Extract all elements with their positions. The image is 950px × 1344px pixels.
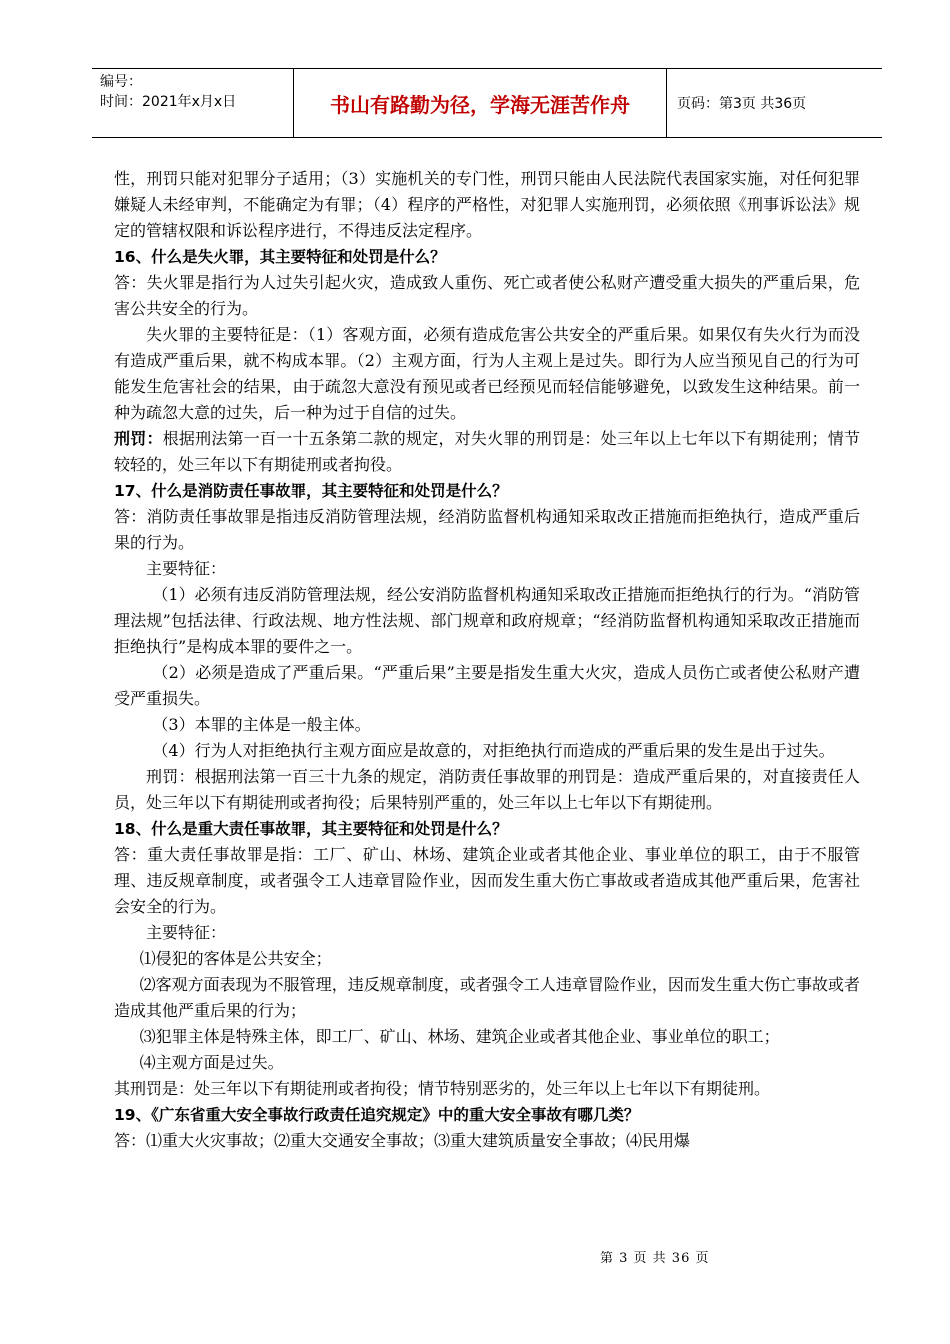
answer-17-feature-1: （1）必须有违反消防管理法规，经公安消防监督机构通知采取改正措施而拒绝执行的行为。“消防管理法规”包括法律、行政法规、地方性法规、部门规章和政府规章；“经消防监督机构通知采取改正措施而拒绝执行”是构成本罪的要件之一。 [114, 585, 860, 656]
page-header [92, 68, 882, 138]
page-footer: 第 3 页 共 36 页 [600, 1251, 710, 1266]
question-17-heading: 17、什么是消防责任事故罪，其主要特征和处罚是什么？ [114, 482, 508, 500]
document-body [114, 166, 860, 1154]
document-number-label: 编号： [100, 74, 142, 90]
penalty-text: 根据刑法第一百一十五条第二款的规定，对失火罪的刑罚是：处三年以上七年以下有期徒刑；情节较轻的，处三年以下有期徒刑或者拘役。 [114, 429, 860, 474]
paragraph-continued: 性，刑罚只能对犯罪分子适用；（3）实施机关的专门性，刑罚只能由人民法院代表国家实施，对任何犯罪嫌疑人未经审判，不能确定为有罪；（4）程序的严格性，对犯罪人实施刑罚，必须依照《刑事诉讼法》规定的管辖权限和诉讼程序进行，不得违反法定程序。 [114, 169, 860, 240]
answer-16-definition: 答：失火罪是指行为人过失引起火灾，造成致人重伤、死亡或者使公私财产遭受重大损失的严重后果，危害公共安全的行为。 [114, 273, 860, 318]
header-info-cell [92, 69, 294, 137]
question-18-heading: 18、什么是重大责任事故罪，其主要特征和处罚是什么？ [114, 820, 508, 838]
answer-18-definition: 答：重大责任事故罪是指：工厂、矿山、林场、建筑企业或者其他企业、事业单位的职工，由于不服管理、违反规章制度，或者强令工人违章冒险作业，因而发生重大伤亡事故或者造成其他严重后果，危害社会安全的行为。 [114, 845, 860, 916]
answer-16-features: 失火罪的主要特征是：（1）客观方面，必须有造成危害公共安全的严重后果。如果仅有失火行为而没有造成严重后果，就不构成本罪。（2）主观方面，行为人主观上是过失。即行为人应当预见自己的行为可能发生危害社会的结果，由于疏忽大意没有预见或者已经预见而轻信能够避免，以致发生这种结果。前一种为疏忽大意的过失，后一种为过于自信的过失。 [114, 325, 860, 422]
answer-17-feature-4: （4）行为人对拒绝执行主观方面应是故意的，对拒绝执行而造成的严重后果的发生是出于过失。 [152, 741, 835, 760]
answer-18-features-label: 主要特征： [146, 923, 227, 942]
answer-18-feature-2: ⑵客观方面表现为不服管理，违反规章制度，或者强令工人违章冒险作业，因而发生重大伤亡事故或者造成其他严重后果的行为； [114, 975, 860, 1020]
answer-17-features-label: 主要特征： [146, 559, 227, 578]
answer-17-definition: 答：消防责任事故罪是指违反消防管理法规，经消防监督机构通知采取改正措施而拒绝执行，造成严重后果的行为。 [114, 507, 860, 552]
answer-18-feature-4: ⑷主观方面是过失。 [139, 1053, 284, 1072]
penalty-label: 刑罚： [114, 429, 163, 448]
answer-17-penalty: 刑罚：根据刑法第一百三十九条的规定，消防责任事故罪的刑罚是：造成严重后果的，对直接责任人员，处三年以下有期徒刑或者拘役；后果特别严重的，处三年以上七年以下有期徒刑。 [114, 767, 860, 812]
answer-17-feature-3: （3）本罪的主体是一般主体。 [152, 715, 371, 734]
answer-17-feature-2: （2）必须是造成了严重后果。“严重后果”主要是指发生重大火灾，造成人员伤亡或者使公私财产遭受严重损失。 [114, 663, 860, 708]
answer-18-penalty: 其刑罚是：处三年以下有期徒刑或者拘役；情节特别恶劣的，处三年以上七年以下有期徒刑。 [114, 1079, 771, 1098]
question-16-heading: 16、什么是失火罪，其主要特征和处罚是什么？ [114, 248, 446, 266]
question-19-heading: 19、《广东省重大安全事故行政责任追究规定》中的重大安全事故有哪几类？ [114, 1106, 640, 1124]
answer-16-penalty [114, 426, 860, 478]
answer-18-feature-1: ⑴侵犯的客体是公共安全； [139, 949, 332, 968]
header-motto: 书山有路勤为径，学海无涯苦作舟 [294, 69, 667, 137]
header-page-label: 页码：第3页 共36页 [677, 96, 807, 112]
document-time-label: 时间：2021年x月x日 [100, 94, 237, 110]
answer-19-list: 答：⑴重大火灾事故；⑵重大交通安全事故；⑶重大建筑质量安全事故；⑷民用爆 [114, 1131, 691, 1150]
answer-18-feature-3: ⑶犯罪主体是特殊主体，即工厂、矿山、林场、建筑企业或者其他企业、事业单位的职工； [139, 1027, 780, 1046]
